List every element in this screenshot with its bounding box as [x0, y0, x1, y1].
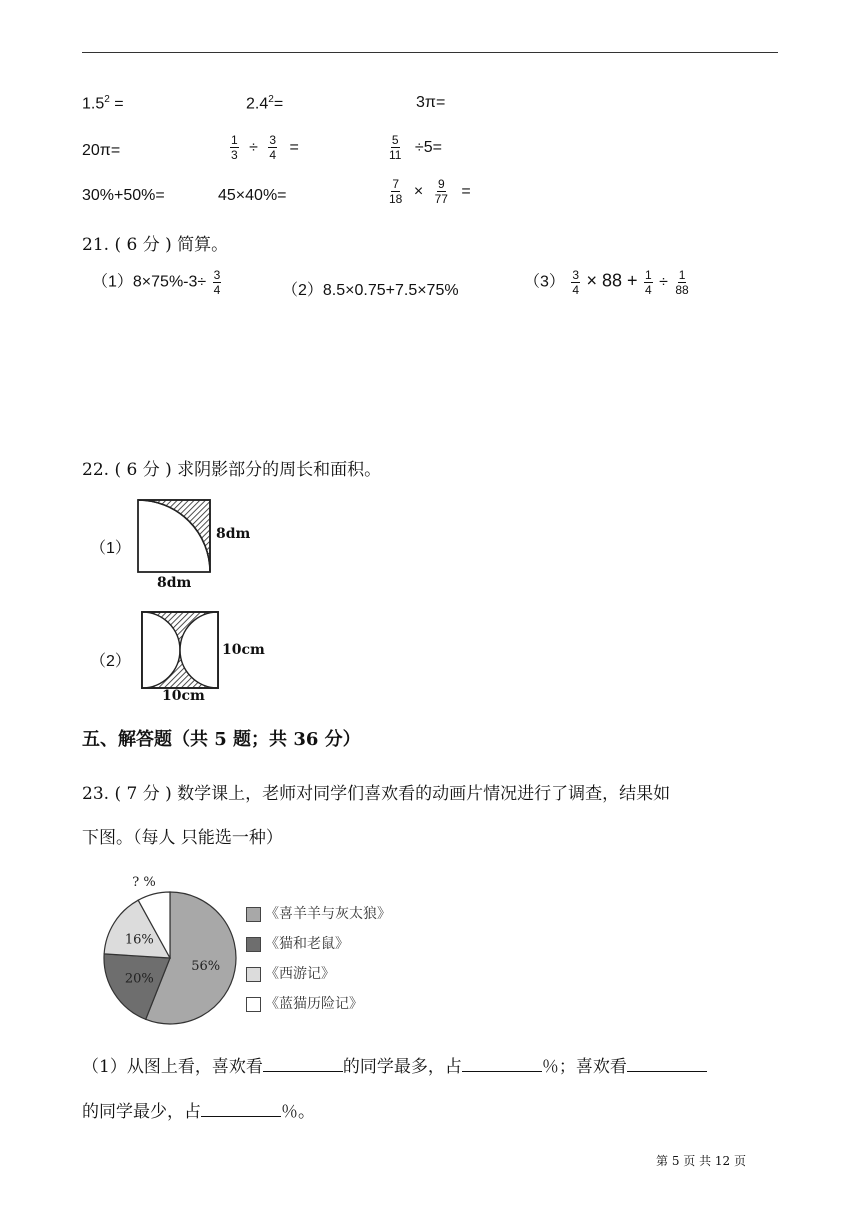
fig2-bottom-label: 10cm	[162, 688, 205, 704]
expr-20pi: 20π=	[82, 142, 121, 159]
fig1-bottom-label: 8dm	[157, 575, 192, 591]
fraction: $\frac{1}{4}$	[645, 268, 652, 297]
legend-item	[246, 899, 391, 929]
expr-percent-sum: 30%+50%=	[82, 187, 165, 204]
q21-part-1: （1）8×75%-3÷ $\frac{3}{4}$	[92, 268, 221, 297]
fig2-side-label: 10cm	[222, 642, 265, 658]
expr-1-5-squared: $1.5^2$ =	[82, 94, 124, 113]
expr-frac-division: $\frac{1}{3}$ ÷ $\frac{3}{4}$ =	[231, 133, 299, 162]
q23-part1-line2: 的同学最少，占 ％。	[82, 1102, 315, 1122]
legend-label: 《猫和老鼠》	[265, 936, 349, 952]
fraction: $\frac{1}{3}$	[231, 133, 238, 162]
fraction: $\frac{5}{11}$	[389, 133, 402, 162]
pie-value-label: ? %	[132, 875, 156, 890]
question-22-title: 22. ( 6 分 ) 求阴影部分的周长和面积。	[82, 460, 382, 480]
legend-item	[246, 989, 391, 1019]
figure-2-square-semicircles	[136, 608, 226, 693]
fig1-side-label: 8dm	[216, 526, 251, 542]
fraction: $\frac{1}{88}$	[675, 268, 689, 297]
q21-part-2: （2）8.5×0.75+7.5×75%	[282, 282, 459, 299]
expr-5-11-div-5: $\frac{5}{11}$ ÷5=	[389, 133, 442, 162]
expr-percent-product: 45×40%=	[218, 187, 287, 204]
fraction: $\frac{3}{4}$	[213, 268, 221, 297]
question-23-title-line1: 23. ( 7 分 ) 数学课上，老师对同学们喜欢看的动画片情况进行了调查，结果如	[82, 784, 671, 804]
header-rule	[82, 52, 778, 53]
expr-3pi: 3π=	[416, 94, 446, 111]
page-footer: 第 5 页 共 12 页	[656, 1154, 746, 1168]
figure-1-quarter-circle	[132, 494, 262, 594]
section-5-heading: 五、解答题（共 5 题；共 36 分）	[82, 729, 361, 750]
expr-2-4-squared: $2.4^2=$	[246, 94, 284, 113]
fig2-label: （2）	[90, 653, 131, 670]
chart-legend	[246, 899, 391, 1019]
fraction: $\frac{7}{18}$	[389, 177, 403, 206]
pie-value-label: 16%	[124, 932, 154, 948]
expr-frac-product: $\frac{7}{18}$ × $\frac{9}{77}$ =	[389, 177, 471, 206]
fig1-label: （1）	[90, 540, 131, 557]
legend-swatch	[246, 997, 261, 1012]
answer-blank[interactable]	[627, 1057, 707, 1072]
fraction: $\frac{9}{77}$	[434, 177, 448, 206]
question-23-title-line2: 下图。（每人 只能选一种）	[82, 828, 283, 848]
pie-value-label: 56%	[191, 958, 221, 974]
legend-item	[246, 959, 391, 989]
pie-chart	[98, 864, 248, 1026]
legend-label: 《西游记》	[265, 966, 335, 982]
answer-blank[interactable]	[263, 1057, 343, 1072]
question-21-title: 21. ( 6 分 ) 简算。	[82, 235, 229, 255]
fraction: $\frac{3}{4}$	[572, 268, 580, 297]
legend-swatch	[246, 907, 261, 922]
q23-part1-line1: （1）从图上看，喜欢看 的同学最多，占 ％；喜欢看	[82, 1052, 707, 1077]
answer-blank[interactable]	[201, 1102, 281, 1117]
legend-label: 《喜羊羊与灰太狼》	[265, 906, 391, 922]
q21-part-3: （3） $\frac{3}{4}$ × 88 + $\frac{1}{4}$ ÷ $\frac{1}{88}$	[524, 268, 689, 297]
legend-label: 《蓝猫历险记》	[265, 996, 363, 1012]
pie-value-label: 20%	[124, 971, 154, 987]
answer-blank[interactable]	[462, 1057, 542, 1072]
legend-swatch	[246, 967, 261, 982]
legend-item	[246, 929, 391, 959]
fraction: $\frac{3}{4}$	[269, 133, 277, 162]
legend-swatch	[246, 937, 261, 952]
